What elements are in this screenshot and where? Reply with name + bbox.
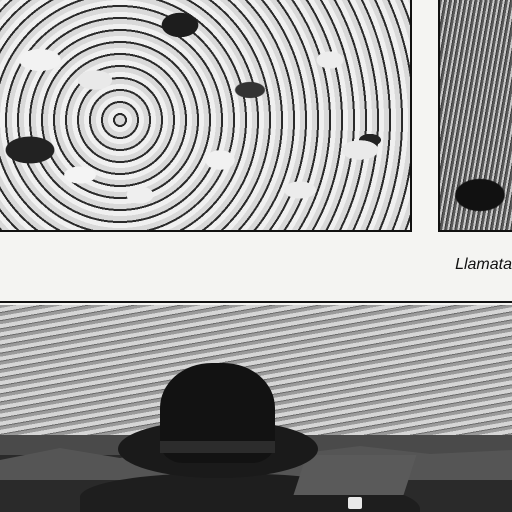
photo-rocky-ground [0, 0, 412, 232]
figure-collar [294, 455, 417, 495]
photo-man-in-hat [0, 305, 512, 512]
photo-caption: Llamata [455, 256, 512, 273]
hat-band [160, 441, 275, 453]
photo-grass [438, 0, 512, 232]
coat-button [348, 497, 362, 509]
divider-line [0, 301, 512, 303]
